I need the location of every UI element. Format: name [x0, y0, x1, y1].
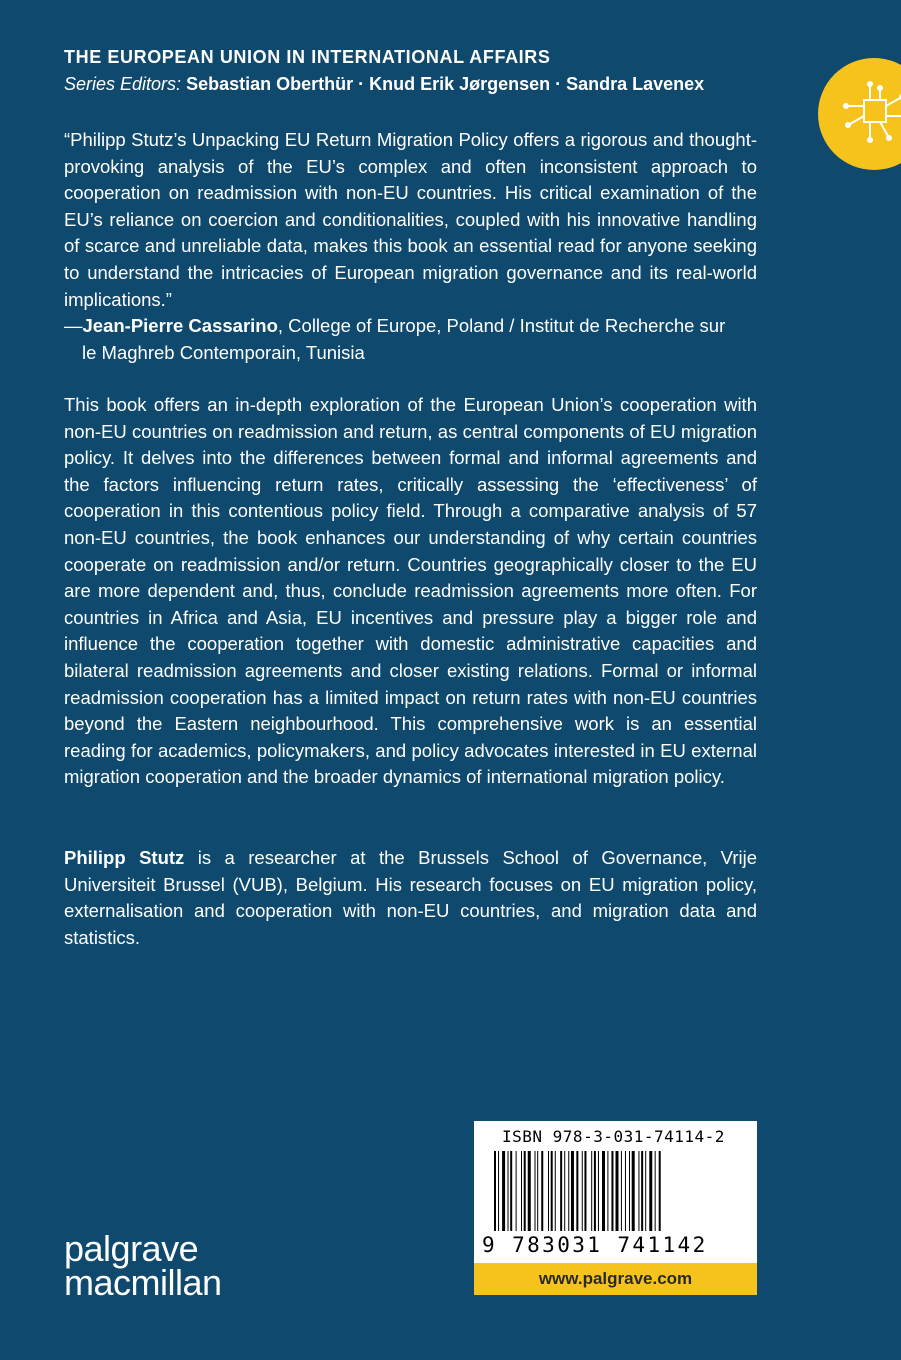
book-description: This book offers an in-depth exploration of the European Union’s cooperation with non-EU countries on readmission and return, as central components of EU migration policy. It delves into the differences between formal and informal agreements and the factors influencing return rates, critically assessing the ‘effectiveness’ of cooperation in this contentious policy field. Through a comparative analysis of 57 non-EU countries, the book enhances our understanding of why certain countries cooperate on readmission and/or return. Countries geographically closer to the EU are more dependent and, thus, conclude readmission agreements more often. For countries in Africa and Asia, EU incentives and pressure play a bigger role and influence the cooperation together with domestic administrative capacities and bilateral readmission agreements and closer existing relations. Formal or informal readmission cooperation has a limited impact on return rates with non-EU countries beyond the Eastern neighbourhood. This comprehensive work is an essential reading for academics, policymakers, and policy advocates interested in EU external migration cooperation and the broader dynamics of international migration policy. [64, 394, 757, 788]
author-bio [64, 845, 757, 951]
barcode-icon [494, 1151, 738, 1231]
barcode-digits: 9 783031 741142 [482, 1233, 708, 1257]
attribution-affiliation-line2: le Maghreb Contemporain, Tunisia [82, 342, 365, 363]
attribution-author: Jean-Pierre Cassarino [82, 315, 278, 336]
series-title: THE EUROPEAN UNION IN INTERNATIONAL AFFAIRS [64, 47, 551, 67]
circuit-logo-icon [818, 58, 901, 170]
endorsement-quote: “Philipp Stutz’s Unpacking EU Return Migration Policy offers a rigorous and thought-provoking analysis of the EU’s complex and often inconsistent approach to cooperation on readmission with non-EU countries. His critical examination of the EU’s reliance on coercion and conditionalities, coupled with his innovative handling of scarce and unreliable data, makes this book an essential read for anyone seeking to understand the intricacies of European migration governance and its real-world implications.” [64, 129, 757, 310]
bio-text: is a researcher at the Brussels School of Governance, Vrije Universiteit Brussel (VUB), Belgium. His research focuses on EU migration policy, externalisation and cooperation with non-EU countries, and migration data and statistics. [64, 847, 757, 948]
isbn-label: ISBN 978-3-031-74114-2 [502, 1127, 725, 1146]
attribution-affiliation-line1: , College of Europe, Poland / Institut de Recherche sur [277, 315, 726, 336]
series-editors-names: Sebastian Oberthür · Knud Erik Jørgensen · Sandra Lavenex [186, 74, 705, 94]
bio-author-name: Philipp Stutz [64, 847, 185, 868]
attribution-dash: — [64, 315, 83, 336]
series-editors [64, 74, 704, 95]
publisher-logo-line1: palgrave [64, 1228, 199, 1269]
quote-attribution [64, 312, 764, 366]
publisher-logo-line2: macmillan [64, 1262, 222, 1303]
series-editors-label: Series Editors: [64, 74, 182, 94]
isbn-barcode-box [474, 1121, 757, 1295]
publisher-url: www.palgrave.com [474, 1263, 757, 1295]
publisher-logo [64, 1228, 222, 1303]
